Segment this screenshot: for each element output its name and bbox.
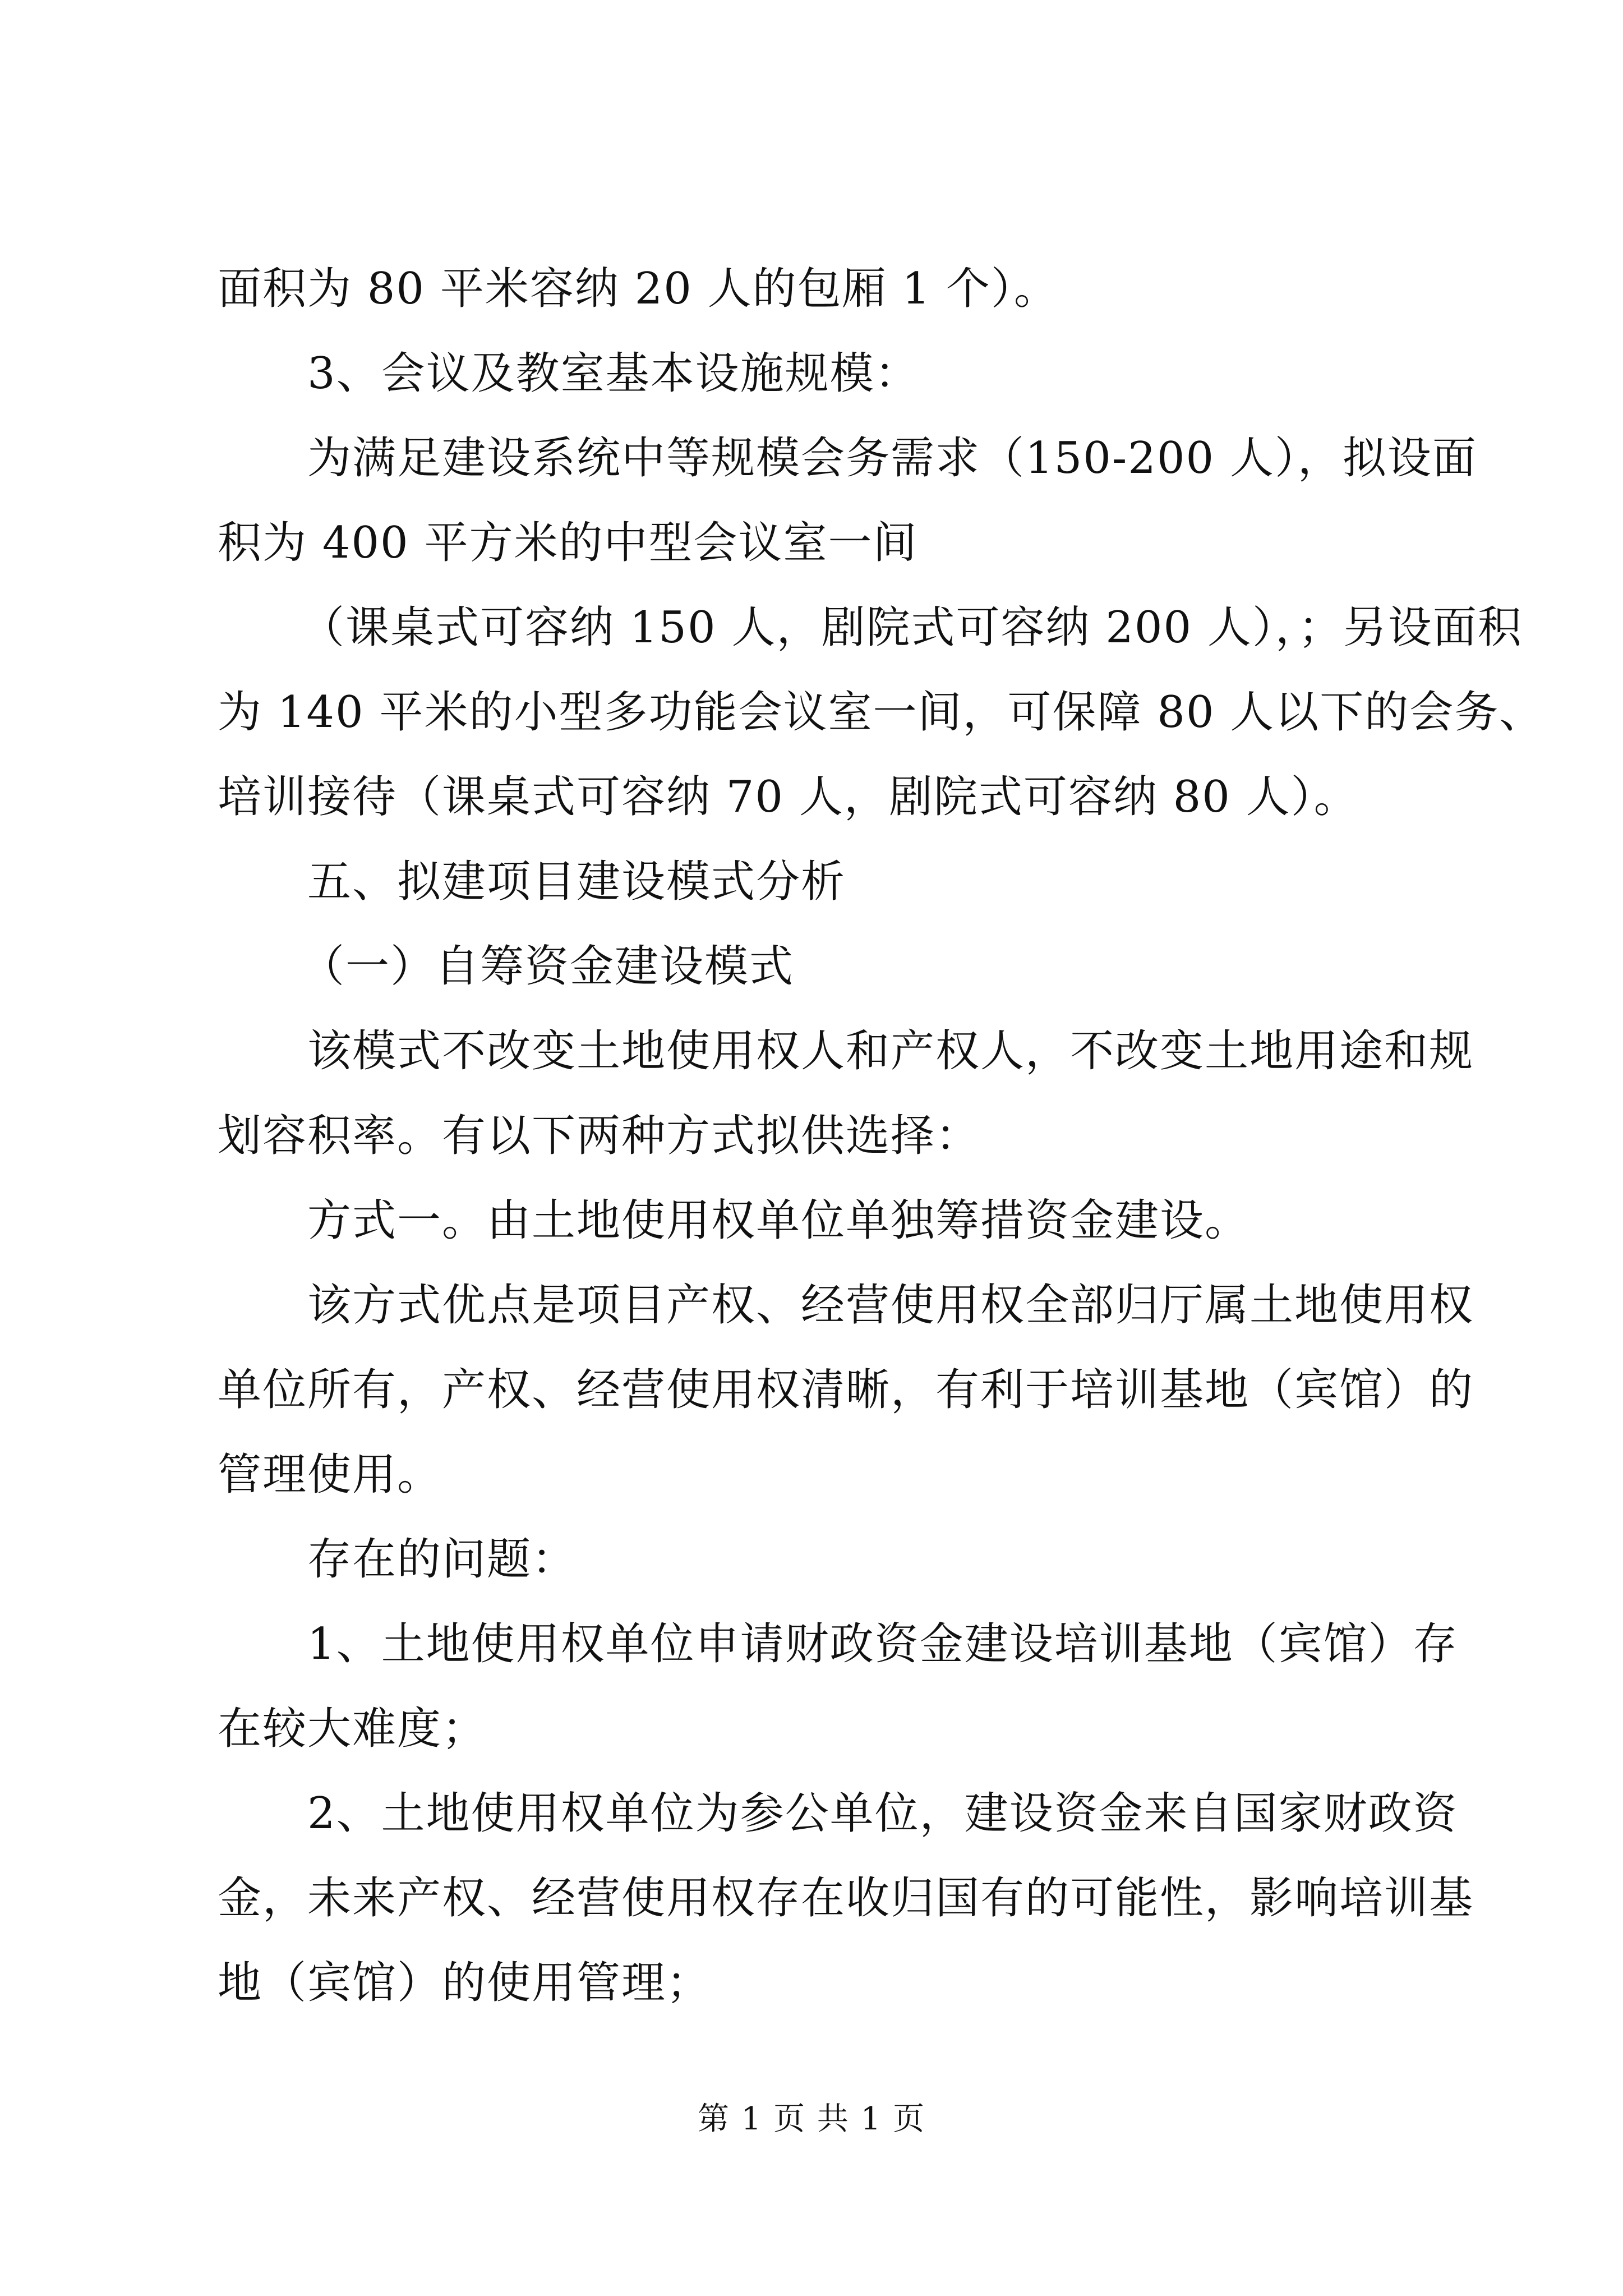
body-line-14: 单位所有，产权、经营使用权清晰，有利于培训基地（宾馆）的: [218, 1365, 1474, 1415]
body-line-2: 3、会议及教室基本设施规模：: [307, 348, 920, 399]
body-line-19: 2、土地使用权单位为参公单位，建设资金来自国家财政资: [307, 1788, 1458, 1839]
body-line-16: 存在的问题：: [307, 1534, 577, 1585]
body-line-6: 为 140 平米的小型多功能会议室一间，可保障 80 人以下的会务、: [218, 687, 1544, 738]
body-line-1: 面积为 80 平米容纳 20 人的包厢 1 个）。: [218, 264, 1059, 314]
body-line-12: 方式一。由土地使用权单位单独筹措资金建设。: [307, 1195, 1250, 1246]
page-footer: 第 1 页 共 1 页: [697, 2101, 926, 2137]
subsection-heading: （一）自筹资金建设模式: [301, 941, 795, 992]
body-line-20: 金，未来产权、经营使用权存在收归国有的可能性，影响培训基: [218, 1873, 1474, 1924]
section-heading: 五、拟建项目建设模式分析: [307, 857, 846, 907]
body-line-18: 在较大难度；: [218, 1704, 487, 1754]
body-line-15: 管理使用。: [218, 1450, 442, 1500]
document-body: [218, 247, 1544, 2026]
body-line-17: 1、土地使用权单位申请财政资金建设培训基地（宾馆）存: [307, 1619, 1458, 1669]
body-line-7: 培训接待（课桌式可容纳 70 人，剧院式可容纳 80 人）。: [218, 772, 1359, 822]
body-line-10: 该模式不改变土地使用权人和产权人，不改变土地用途和规: [307, 1026, 1474, 1076]
body-line-4: 积为 400 平方米的中型会议室一间: [218, 518, 918, 568]
body-line-11: 划容积率。有以下两种方式拟供选择：: [218, 1111, 981, 1161]
body-line-13: 该方式优点是项目产权、经营使用权全部归厅属土地使用权: [307, 1280, 1474, 1331]
body-line-21: 地（宾馆）的使用管理；: [218, 1958, 712, 2008]
body-line-5: （课桌式可容纳 150 人，剧院式可容纳 200 人），；另设面积: [301, 602, 1523, 653]
body-line-3: 为满足建设系统中等规模会务需求（150-200 人），拟设面: [307, 433, 1477, 484]
